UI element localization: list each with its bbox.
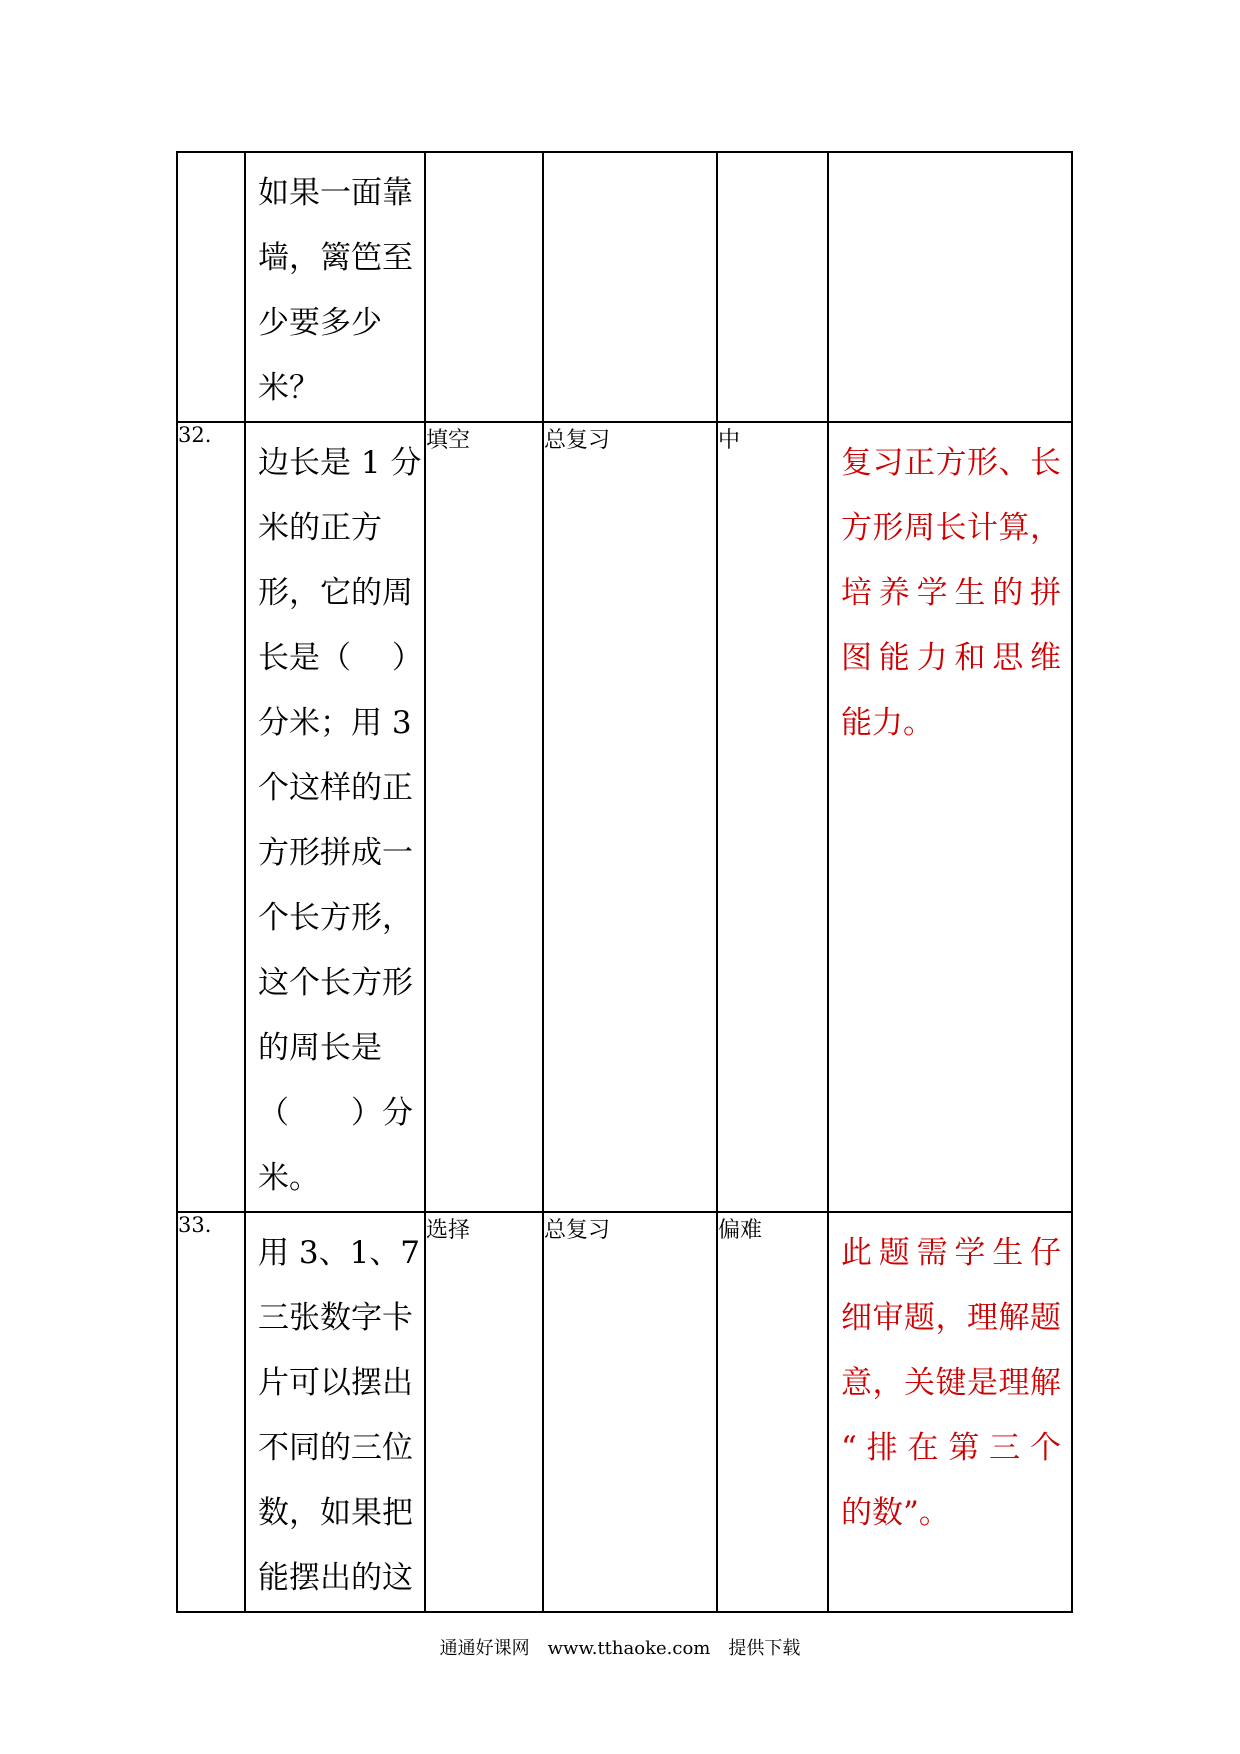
note-cell: [828, 422, 1072, 1212]
question-line: 边长是 1 分: [258, 445, 422, 481]
question-cell: [245, 152, 425, 422]
note-line: 此题需学生仔: [841, 1235, 1061, 1271]
page-footer: 通通好课网 www.tthaoke.com 提供下载: [439, 1638, 801, 1659]
question-line: 数，如果把: [258, 1495, 413, 1531]
question-line: 米。: [258, 1160, 320, 1196]
question-line: 用 3、1、7: [258, 1235, 421, 1271]
question-line: 这个长方形: [258, 965, 413, 1001]
question-table: [176, 151, 1073, 1613]
type-cell: 选择: [425, 1212, 543, 1612]
note-line: 图能力和思维: [841, 640, 1061, 676]
type-cell: [425, 152, 543, 422]
note-line: 的数”。: [841, 1495, 950, 1531]
question-line: 能摆出的这: [258, 1560, 413, 1596]
table-row: [177, 422, 1072, 1212]
note-line: 培养学生的拼: [841, 575, 1061, 611]
note-line: 意，关键是理解: [841, 1365, 1061, 1401]
unit-cell: 总复习: [543, 1212, 717, 1612]
row-number: 32.: [177, 422, 245, 1212]
type-cell: 填空: [425, 422, 543, 1212]
table-row: [177, 1212, 1072, 1612]
question-line: 少要多少: [258, 305, 382, 341]
question-line: 三张数字卡: [258, 1300, 413, 1336]
note-cell: [828, 1212, 1072, 1612]
question-line: 形，它的周: [258, 575, 413, 611]
note-line: 能力。: [841, 705, 934, 741]
note-line: 细审题，理解题: [841, 1300, 1061, 1336]
note-cell: [828, 152, 1072, 422]
unit-cell: [543, 152, 717, 422]
row-number: 33.: [177, 1212, 245, 1612]
note-line: “排在第三个: [841, 1430, 1061, 1466]
difficulty-cell: 偏难: [717, 1212, 828, 1612]
question-line: 个长方形，: [258, 900, 413, 936]
unit-cell: 总复习: [543, 422, 717, 1212]
question-line: 如果一面靠: [258, 175, 413, 211]
note-line: 复习正方形、长: [841, 445, 1061, 481]
question-line: （ ）分: [258, 1095, 413, 1131]
question-line: 的周长是: [258, 1030, 382, 1066]
question-line: 米的正方: [258, 510, 382, 546]
question-line: 不同的三位: [258, 1430, 413, 1466]
table-row: [177, 152, 1072, 422]
question-line: 分米；用 3: [258, 705, 412, 741]
difficulty-cell: [717, 152, 828, 422]
question-cell: [245, 1212, 425, 1612]
question-line: 墙，篱笆至: [258, 240, 413, 276]
note-line: 方形周长计算，: [841, 510, 1061, 546]
question-line: 个这样的正: [258, 770, 413, 806]
question-line: 米？: [258, 370, 320, 406]
question-cell: [245, 422, 425, 1212]
difficulty-cell: 中: [717, 422, 828, 1212]
question-line: 片可以摆出: [258, 1365, 413, 1401]
question-line: 方形拼成一: [258, 835, 413, 871]
row-number: [177, 152, 245, 422]
question-line: 长是（ ）: [258, 640, 423, 676]
